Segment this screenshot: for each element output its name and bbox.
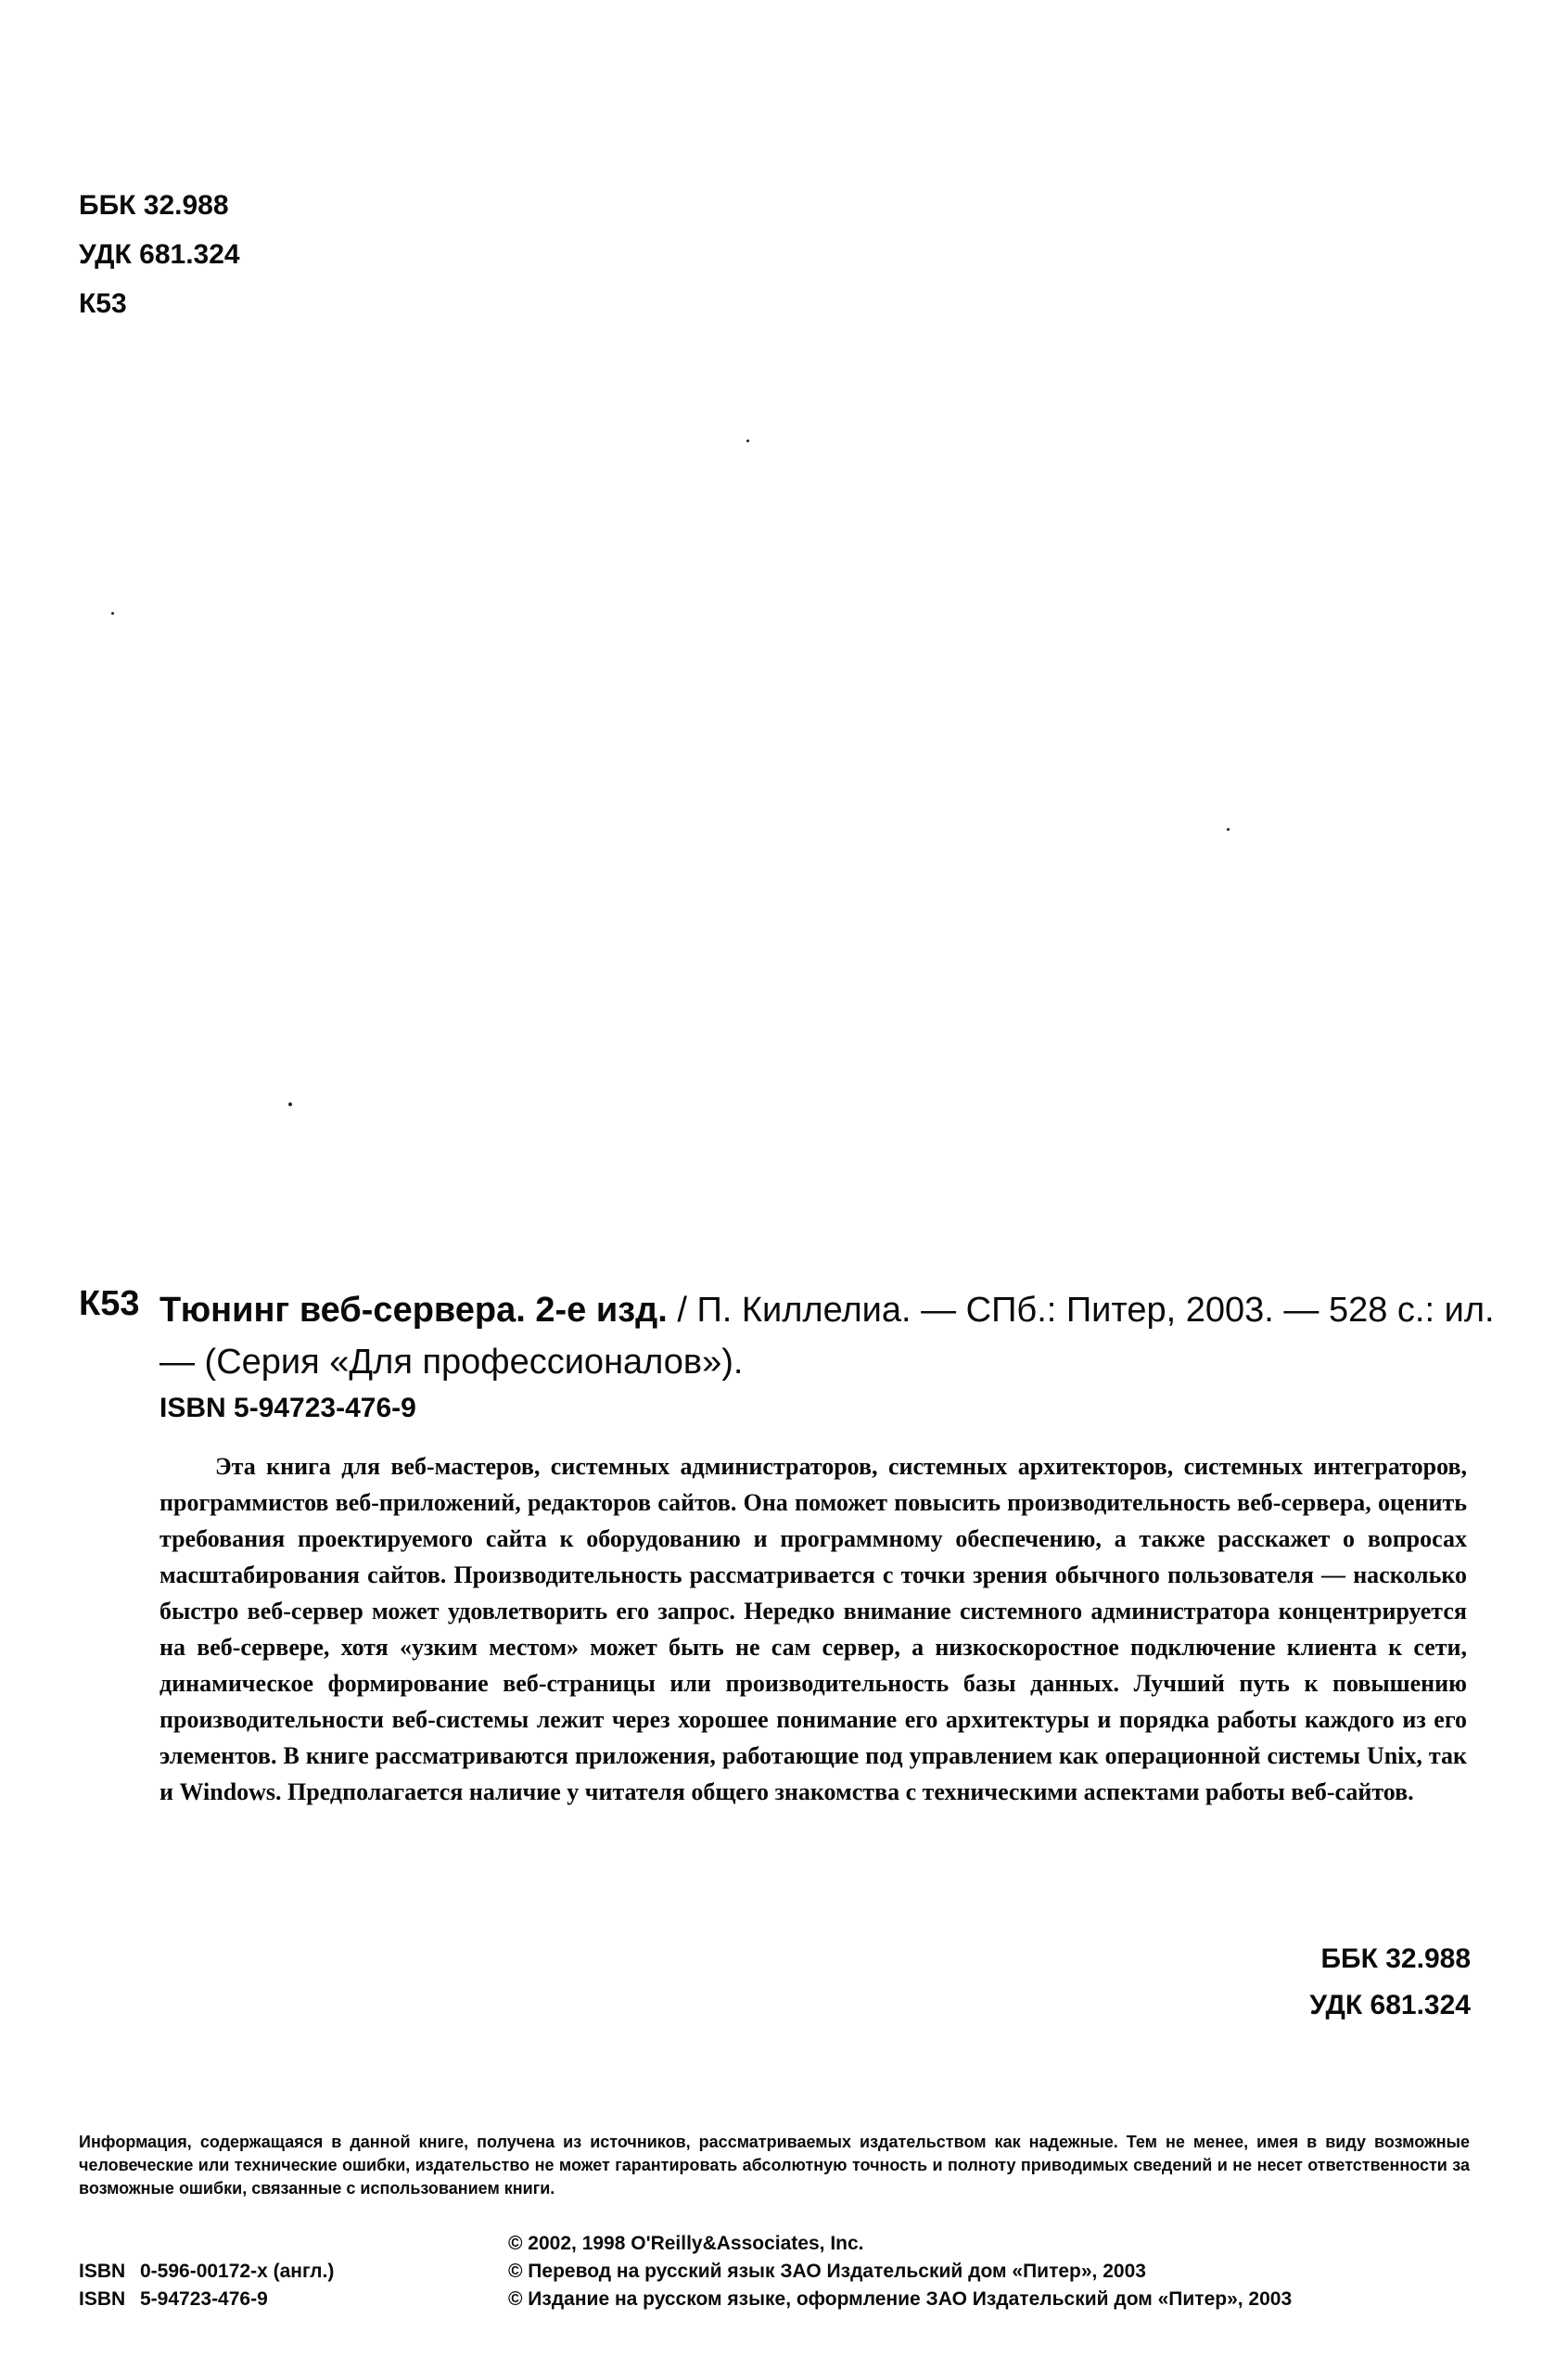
udk-code: УДК 681.324	[79, 239, 240, 270]
bibliographic-entry	[159, 1284, 1495, 1388]
bbk-code: ББК 32.988	[1320, 1943, 1471, 1974]
isbn-value: 0-596-00172-x (англ.)	[140, 2261, 335, 2282]
bibliographic-details: / П. Киллелиа. — СПб.: Питер, 2003. — 528 с.: ил. — (Серия «Для профессионалов»).	[159, 1291, 1495, 1382]
book-title: Тюнинг веб-сервера. 2-е изд.	[159, 1291, 668, 1330]
copyright-line: © Издание на русском языке, оформление ЗАО Издательский дом «Питер», 2003	[508, 2288, 1293, 2310]
scan-speck	[288, 1102, 292, 1106]
book-abstract: Эта книга для веб-мастеров, системных администраторов, системных архитекторов, системных интеграторов, программистов веб-приложений, редакторов сайтов. Она поможет повысить производительность веб-сервера, оценить требования проектируемого сайта к оборудованию и программному обеспечению, а также расскажет о вопросах масштабирования сайтов. Производительность рассматривается с точки зрения обычного пользователя — насколько быстро веб-сервер может удовлетворить его запрос. Нередко внимание системного администратора концентрируется на веб-сервере, хотя «узким местом» может быть не сам сервер, а низкоскоростное подключение клиента к сети, динамическое формирование веб-страницы или производительность базы данных. Лучший путь к повышению производительности веб-системы лежит через хорошее понимание его архитектуры и порядка работы каждого из его элементов. В книге рассматриваются приложения, работающие под управлением как операционной системы Unix, так и Windows. Предполагается наличие у читателя общего знакомства с техническими аспектами работы веб-сайтов.	[159, 1453, 1467, 1805]
isbn-line	[79, 2258, 334, 2286]
copyright-notices	[508, 2230, 1292, 2313]
copyright-line: © Перевод на русский язык ЗАО Издательский дом «Питер», 2003	[508, 2261, 1146, 2282]
bottom-classification-codes	[1309, 1936, 1471, 2029]
top-classification-codes	[79, 181, 240, 328]
author-mark: К53	[79, 288, 127, 319]
isbn-line	[79, 2286, 334, 2313]
scan-speck	[1227, 828, 1230, 831]
scan-speck	[111, 612, 114, 615]
scan-speck	[746, 440, 749, 442]
entry-author-mark: К53	[79, 1284, 140, 1323]
isbn-list	[79, 2258, 334, 2313]
copyright-line: © 2002, 1998 O'Reilly&Associates, Inc.	[508, 2233, 864, 2254]
udk-code: УДК 681.324	[1309, 1990, 1471, 2020]
isbn-main: ISBN 5-94723-476-9	[159, 1393, 416, 1423]
isbn-label: ISBN	[79, 2261, 126, 2282]
isbn-label: ISBN	[79, 2288, 126, 2310]
publisher-disclaimer: Информация, содержащаяся в данной книге, получена из источников, рассматриваемых издательством как надежные. Тем не менее, имея в виду возможные человеческие или технические ошибки, издательство не может гарантировать абсолютную точность и полноту приводимых сведений и не несет ответственности за возможные ошибки, связанные с использованием книги.	[79, 2133, 1470, 2198]
isbn-value: 5-94723-476-9	[140, 2288, 268, 2310]
bbk-code: ББК 32.988	[79, 190, 229, 221]
